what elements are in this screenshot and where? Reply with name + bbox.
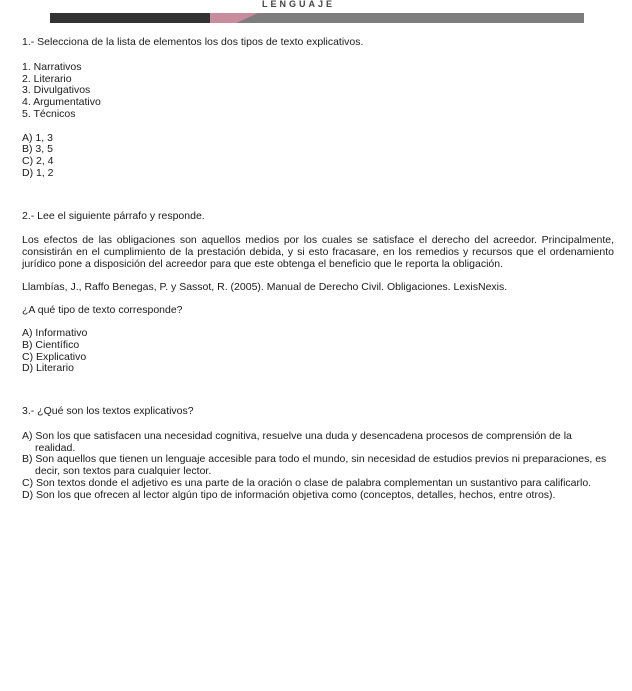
question-3-options (22, 431, 614, 502)
list-item: 5. Técnicos (22, 107, 76, 120)
header-bar-dark-segment (50, 13, 210, 23)
answer-option[interactable]: D) 1, 2 (22, 166, 54, 179)
answer-option[interactable]: A) Son los que satisfacen una necesidad cognitiva, resuelve una duda y desencadena procesos de comprensión de la realidad. (22, 429, 572, 454)
answer-option[interactable]: D) Literario (22, 362, 74, 375)
header-bar (50, 13, 584, 23)
answer-option[interactable]: A) 1, 3 (22, 131, 53, 144)
list-item: 1. Narrativos (22, 60, 82, 73)
answer-option[interactable]: C) Explicativo (22, 350, 87, 363)
question-2-paragraph: Los efectos de las obligaciones son aquellos medios por los cuales se satisface el derecho del acreedor. Principalmente, consistirán en el cumplimiento de la prestación debida, y si esto fracasare, en los remedios y recursos que el ordenamiento jurídico pone a disposición del acreedor para que este obtenga el beneficio que le reporta la obligación. (22, 234, 614, 270)
question-2-citation: Llambías, J., Raffo Benegas, P. y Sassot, R. (2005). Manual de Derecho Civil. Obligaciones. LexisNexis. (22, 280, 508, 293)
question-1-list (22, 62, 614, 121)
exam-content (22, 37, 614, 501)
question-2-options (22, 328, 614, 375)
list-item: 4. Argumentativo (22, 96, 101, 108)
question-3-title: 3.- ¿Qué son los textos explicativos? (22, 405, 194, 417)
question-1-title: 1.- Selecciona de la lista de elementos los dos tipos de texto explicativos. (22, 36, 364, 48)
answer-option[interactable]: A) Informativo (22, 327, 88, 339)
question-2-prompt: ¿A qué tipo de texto corresponde? (22, 304, 183, 317)
header-title: LENGUAJE (262, 0, 336, 9)
answer-option[interactable]: B) Científico (22, 338, 80, 351)
list-item: 3. Divulgativos (22, 84, 91, 97)
answer-option[interactable]: C) 2, 4 (22, 155, 54, 167)
question-2-title: 2.- Lee el siguiente párrafo y responde. (22, 209, 205, 222)
answer-option[interactable]: B) Son aquellos que tienen un lenguaje accesible para todo el mundo, sin necesidad de estudios previos ni preparaciones, es decir, son textos para cualquier lector. (22, 453, 607, 477)
list-item: 2. Literario (22, 72, 72, 85)
answer-option[interactable]: B) 3, 5 (22, 143, 53, 156)
question-1-options (22, 133, 614, 180)
header-bar-accent-segment (210, 13, 258, 23)
answer-option[interactable]: D) Son los que ofrecen al lector algún tipo de información objetiva como (conceptos, detalles, hechos, entre otros). (22, 488, 556, 501)
answer-option[interactable]: C) Son textos donde el adjetivo es una parte de la oración o clase de palabra complementan un sustantivo para calificarlo. (22, 476, 592, 489)
